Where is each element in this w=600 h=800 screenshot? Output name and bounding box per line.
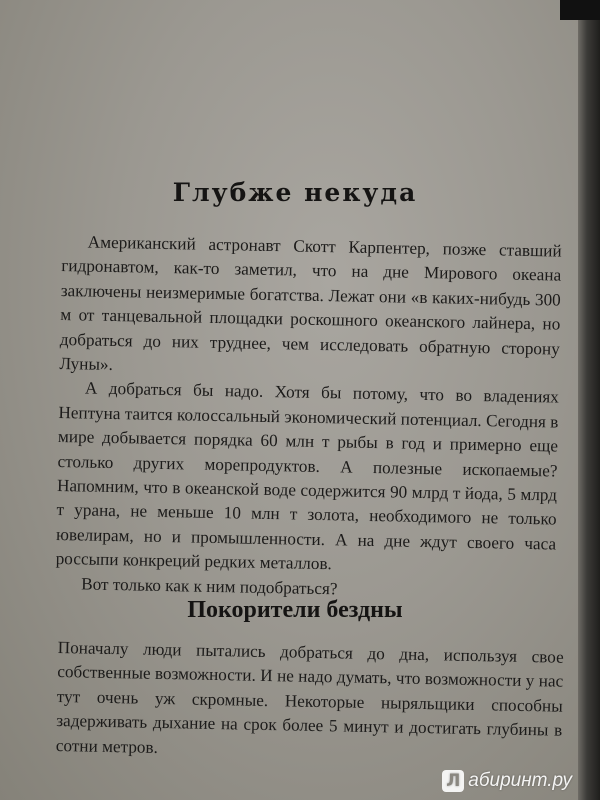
chapter-paragraph-1: Американский астронавт Скотт Карпентер, позже ставший гидронавтом, как-то заметил, что на дне Мирового океана заключены неизмеримые богатства. Лежат они «в каких-нибудь 300 м от танцевальной площадки роскошного океанского лайнера, но добраться до них труднее, чем исследовать обратную сторону Луны». <box>59 232 562 375</box>
section-title: Покорители бездны <box>187 597 403 623</box>
watermark-text: абиринт.ру <box>468 770 572 791</box>
section-paragraph-1: Поначалу люди пытались добраться до дна, используя свое собственные возможности. И не надо думать, что возможности у нас тут очень уж скромные. Некоторые ныряльщики способны задерживать дыхание на срок более 5 минут и достигать глубины в сотни метров. <box>55 637 564 757</box>
book-edge-shadow <box>578 0 600 800</box>
chapter-title: Глубже некуда <box>172 178 418 207</box>
labirint-logo-icon: Л <box>442 770 464 792</box>
chapter-paragraph-3: Вот только как к ним подобраться? <box>81 574 338 599</box>
chapter-paragraph-2: А добраться бы надо. Хотя бы потому, что во владениях Нептуна таится колоссальный экономический потенциал. Сегодня в мире добывается порядка 60 млн т рыбы в год и примерно еще столько других морепродуктов. А полезные ископаемые? Напомним, что в океанской воде содержится 90 млрд т йода, 5 млрд т урана, не меньше 10 млн т золота, необходимого не только ювелирам, но и промышленности. А на дне ждут своего часа россыпи конкреций редких металлов. <box>55 378 560 574</box>
watermark <box>442 770 572 792</box>
chapter-body <box>55 230 562 606</box>
section-body <box>56 636 564 768</box>
